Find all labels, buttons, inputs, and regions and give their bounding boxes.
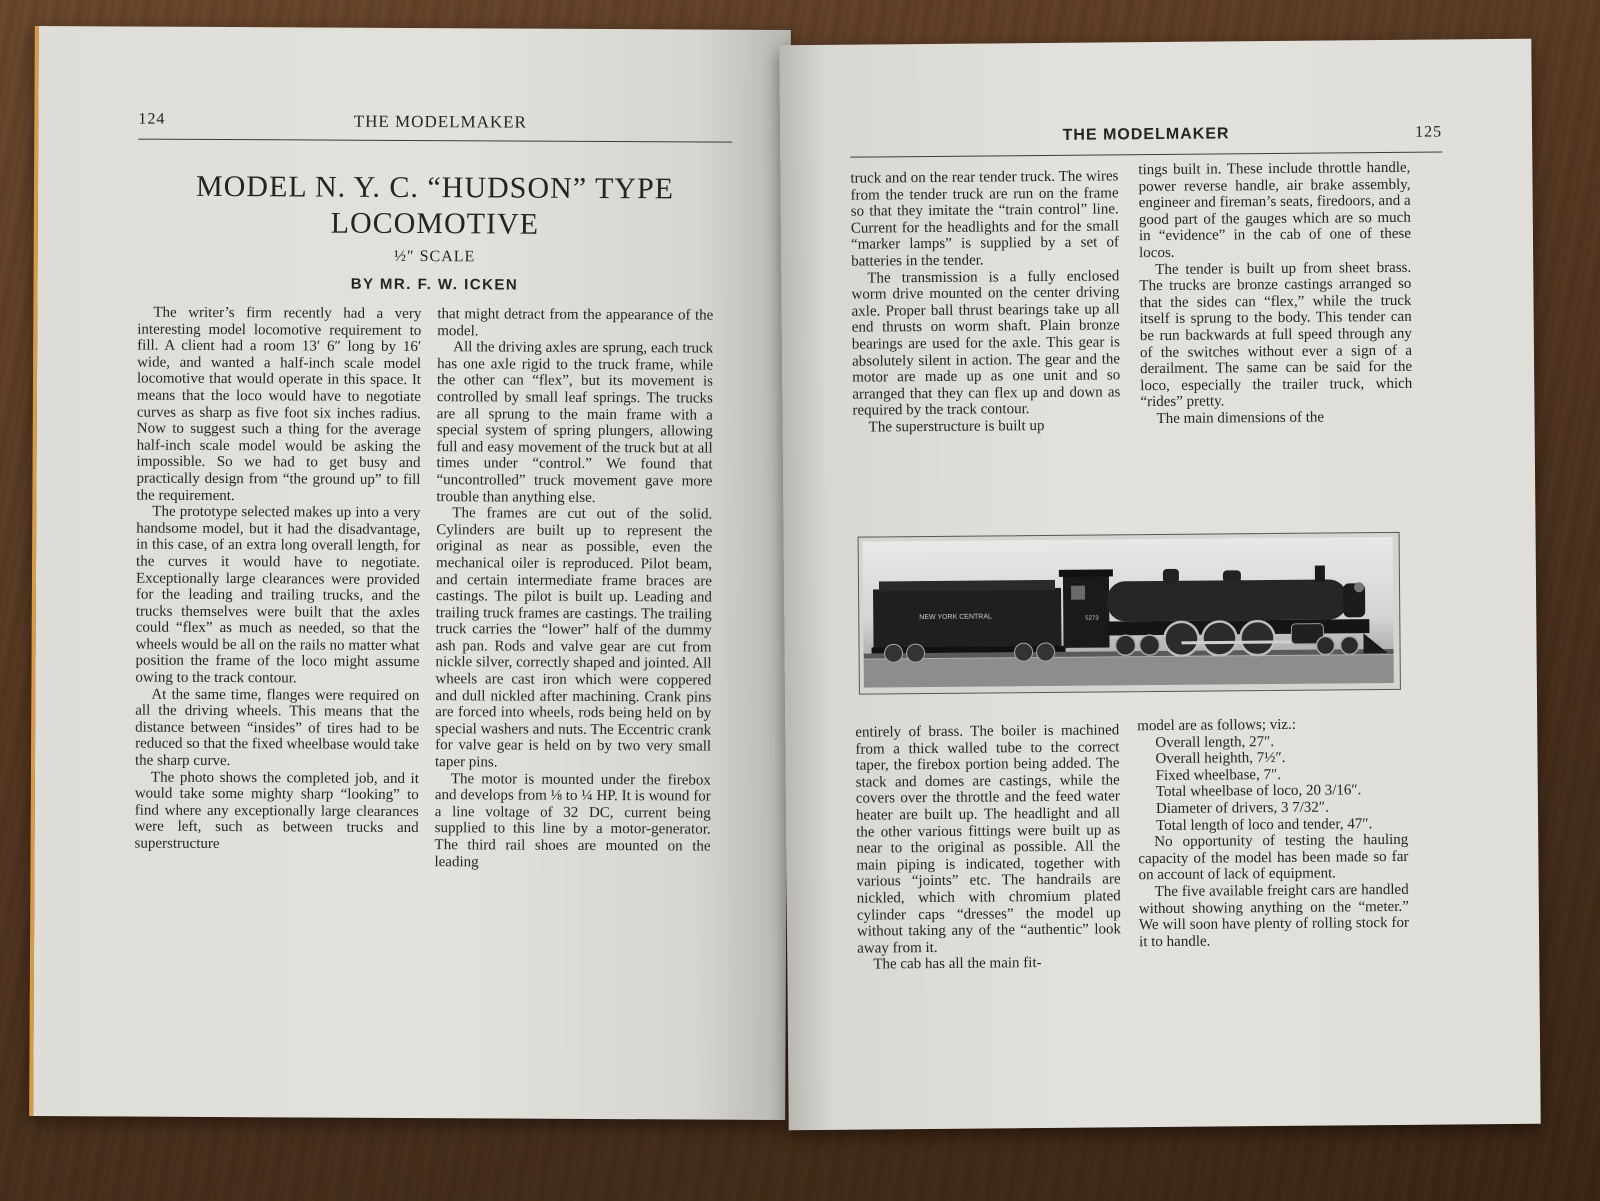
page-number-right: 125 — [1414, 123, 1443, 141]
article-title-line-1: MODEL N. Y. C. “HUDSON” TYPE — [195, 169, 675, 206]
paragraph: The writer’s firm recently had a very interesting model locomotive requirement to fill. A client had a room 13′ 6″ long by 16′ wide, and wanted a half-inch scale model locomotive that would operate in this space. It means that the loco would have to negotiate curves as sharp as five foot six inches radius. Now to suggest such a thing for the average half-inch scale model would be asking the impossible. So we had to get busy and practically design from “the ground up” to fill the requirement. — [136, 304, 422, 504]
dimension-item: Overall heighth, 7½″. — [1155, 750, 1286, 768]
tender-lettering: NEW YORK CENTRAL — [919, 613, 992, 622]
article-title-line-2: LOCOMOTIVE — [330, 206, 540, 241]
paragraph: The cab has all the main fit- — [873, 955, 1042, 973]
left-page — [29, 26, 791, 1120]
paragraph: The motor is mounted under the firebox and develops from ⅛ to ¼ HP. It is wound for a line voltage of 32 DC, current being supplied to this line by a motor-generator. The third rail shoes are mounted on the leading — [434, 770, 711, 870]
left-column-1 — [135, 305, 422, 854]
scale-subtitle: ½″ SCALE — [393, 247, 476, 266]
right-page — [779, 39, 1540, 1131]
left-column-2 — [434, 306, 713, 872]
right-column-2 — [1138, 160, 1412, 428]
dimension-item: Fixed wheelbase, 7″. — [1155, 766, 1282, 784]
cab-number: 5273 — [1085, 615, 1099, 622]
right-column-1 — [850, 168, 1120, 436]
running-title-right: THE MODELMAKER — [1062, 125, 1230, 144]
locomotive-photo-frame — [858, 532, 1401, 695]
paragraph: truck and on the rear tender truck. The wires from the tender truck are run on the frame so that they imitate the “train control” line. Current for the headlights and for the small “marker lamps” is supplied by a set of batteries in the tender. — [850, 168, 1120, 270]
locomotive-photo — [863, 537, 1394, 688]
dimension-item: Total length of loco and tender, 47″. — [1156, 815, 1373, 834]
running-head-right — [850, 118, 1442, 158]
paragraph: The main dimensions of the — [1156, 409, 1325, 427]
paragraph: that might detract from the appearance of the model. — [437, 306, 714, 339]
page-number-left: 124 — [138, 110, 166, 128]
right-column-3 — [855, 722, 1121, 973]
paragraph: The prototype selected makes up into a very handsome model, but it had the disadvantage, in this case, of an extra long overall length, for the curves it would have to negotiate. Exceptionally large clearances were provided for the leading and trailing trucks, and the trucks themselves were built that the axles could “flex” as much as needed, so that the wheels would be all on the rails no matter what position the frame of the loco might assume owing to the track contour. — [135, 503, 421, 687]
dimension-item: Total wheelbase of loco, 20 3/16″. — [1155, 782, 1362, 801]
running-title-left: THE MODELMAKER — [353, 111, 527, 132]
right-column-4 — [1137, 716, 1409, 951]
paragraph: The transmission is a fully enclosed worm drive mounted on the center driving axle. Proper ball thrust bearings take up all end thrusts on worm shaft. Plain bronze bearings are used for the axle. This gear is absolutely silent in action. The gear and the motor are made up as one unit and so arranged that they can flex up and down as required by the track contour. — [851, 267, 1121, 419]
paragraph: entirely of brass. The boiler is machined from a thick walled tube to the correct taper, the firebox portion being added. The stack and domes are castings, while the covers over the throttle and the feed water heater are built up. The headlight and all the other various fittings were built up as near to the original as possible. All the main piping is indicated, together with various “joints” etc. The handrails are nickled, which with chromium plated cylinder caps “dresses” the model up without taking any of the “authentic” look away from it. — [855, 722, 1122, 957]
dimension-item: Diameter of drivers, 3 7/32″. — [1155, 799, 1329, 818]
dimensions-list — [1137, 732, 1408, 834]
dimension-item: Overall length, 27″. — [1155, 733, 1275, 751]
paragraph: The frames are cut out of the solid. Cylinders are built up to represent the original as near as possible, even the mechanical oiler is reproduced. Pilot beam, and certain intermediate frame braces are castings. The pilot is built up. Leading and trailing truck frames are castings. The trailing truck carries the “lower” half of the dummy ash pan. Rods and valve gear are cut from nickle silver, correctly shaped and jointed. All wheels are cast iron which were coppered and dull nickled after machining. Crank pins are forced into wheels, rods being held on by special washers and nuts. The Eccentric crank for valve gear is held on by two very small taper pins. — [434, 505, 713, 771]
paragraph: The photo shows the completed job, and it would take some mighty sharp “looking” to find where any exceptionally large clearances were left, such as between trucks and superstructure — [134, 769, 419, 853]
paragraph: tings built in. These include throttle handle, power reverse handle, air brake assembly, engineer and fireman’s seats, firedoors, and a good part of the gauges which are so much in “evidence” in the cab of one of these locos. — [1138, 159, 1412, 262]
dimensions-intro: model are as follows; viz.: — [1137, 716, 1297, 735]
running-head-left — [138, 105, 732, 143]
paragraph: The tender is built up from sheet brass. The trucks are bronze castings arranged so that the sides can “flex,” while the truck itself is sprung to the body. This tender can be run backwards at full speed through any of the switches without ever a sign of a derailment. The same can be said for the loco, especially the trailer truck, which “rides” pretty. — [1139, 259, 1413, 411]
paragraph: No opportunity of testing the hauling capacity of the model has been made so far on account of lack of equipment. — [1138, 832, 1409, 884]
locomotive-illustration — [863, 537, 1394, 688]
paragraph: All the driving axles are sprung, each truck has one axle rigid to the truck frame, while the other can “flex”, but its movement is controlled by small leaf springs. The trucks are all sprung to the main frame with a special system of spring plungers, allowing full and easy movement of the truck but at all times under “control.” We found that “uncontrolled” truck movement gave more trouble than anything else. — [436, 339, 714, 506]
byline: BY MR. F. W. ICKEN — [350, 275, 519, 294]
paragraph: At the same time, flanges were required on all the driving wheels. This means that the distance between “insides” of tires had to be reduced so that the fixed wheelbase would take the sharp curve. — [134, 686, 420, 770]
paragraph: The superstructure is built up — [868, 417, 1045, 436]
paragraph: The five available freight cars are handled without showing anything on the “meter.” We will soon have plenty of rolling stock for it to handle. — [1138, 881, 1410, 950]
article-title — [138, 169, 732, 244]
